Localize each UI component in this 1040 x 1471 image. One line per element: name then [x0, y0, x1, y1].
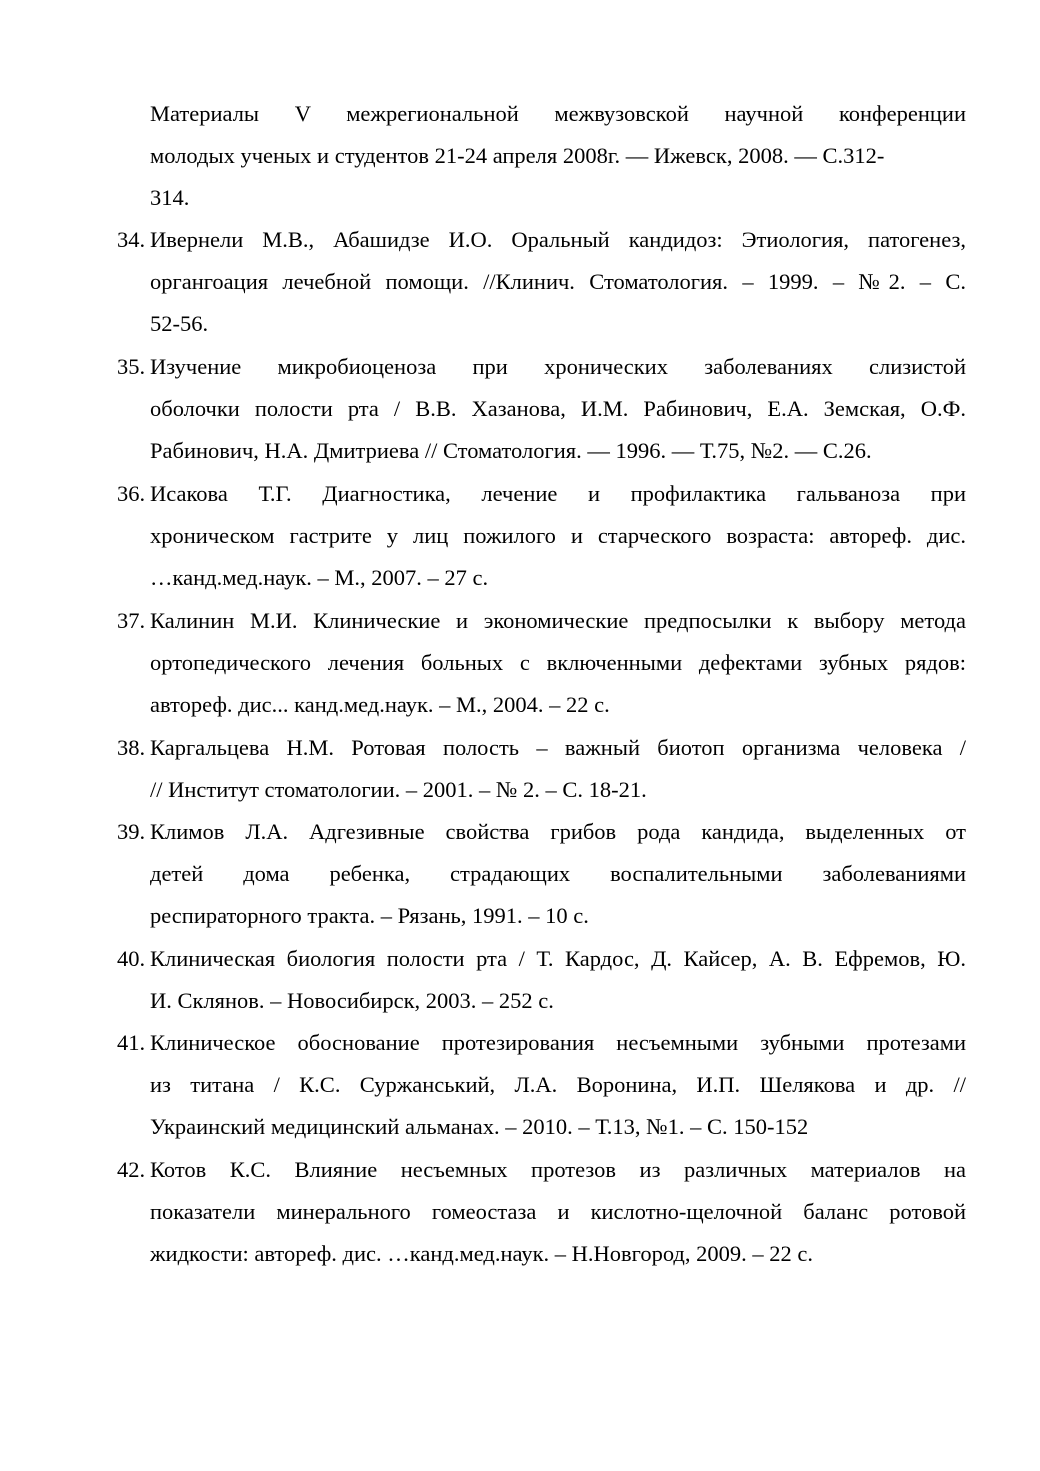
- reference-line: оболочки полости рта / В.В. Хазанова, И.М. Рабинович, Е.А. Земская, О.Ф.: [150, 396, 966, 421]
- reference-continuation-line: 314.: [150, 185, 190, 210]
- reference-line: И. Склянов. – Новосибирск, 2003. – 252 с.: [150, 988, 554, 1013]
- reference-number: 38.: [117, 735, 146, 760]
- reference-line: респираторного тракта. – Рязань, 1991. – 10 с.: [150, 903, 589, 928]
- reference-continuation-line: молодых ученых и студентов 21-24 апреля 2008г. — Ижевск, 2008. — С.312-: [150, 143, 885, 168]
- reference-line: Рабинович, Н.А. Дмитриева // Стоматология. — 1996. — Т.75, №2. — С.26.: [150, 438, 872, 463]
- reference-number: 36.: [117, 481, 146, 506]
- reference-line: // Институт стоматологии. – 2001. – № 2. – С. 18-21.: [150, 777, 647, 802]
- reference-line: Ивернели М.В., Абашидзе И.О. Оральный кандидоз: Этиология, патогенез,: [150, 227, 966, 252]
- reference-line: Исакова Т.Г. Диагностика, лечение и профилактика гальваноза при: [150, 481, 966, 506]
- reference-line: показатели минерального гомеостаза и кислотно-щелочной баланс ротовой: [150, 1199, 966, 1224]
- reference-line: Клиническое обоснование протезирования несъемными зубными протезами: [150, 1030, 966, 1055]
- reference-line: из титана / К.С. Суржанський, Л.А. Воронина, И.П. Шелякова и др. //: [150, 1072, 966, 1097]
- reference-line: Котов К.С. Влияние несъемных протезов из различных материалов на: [150, 1157, 966, 1182]
- reference-line: жидкости: автореф. дис. …канд.мед.наук. – Н.Новгород, 2009. – 22 с.: [150, 1241, 813, 1266]
- reference-line: органгоация лечебной помощи. //Клинич. Стоматология. – 1999. – №2. – С.: [150, 269, 966, 294]
- reference-line: Каргальцева Н.М. Ротовая полость – важный биотоп организма человека /: [150, 735, 966, 760]
- reference-number: 42.: [117, 1157, 146, 1182]
- reference-number: 34.: [117, 227, 146, 252]
- reference-line: 52-56.: [150, 311, 209, 336]
- reference-line: Клиническая биология полости рта / Т. Кардос, Д. Кайсер, А. В. Ефремов, Ю.: [150, 946, 966, 971]
- reference-continuation-line: Материалы V межрегиональной межвузовской научной конференции: [150, 101, 966, 126]
- reference-number: 39.: [117, 819, 146, 844]
- reference-number: 37.: [117, 608, 146, 633]
- reference-line: автореф. дис... канд.мед.наук. – М., 2004. – 22 с.: [150, 692, 610, 717]
- reference-line: …канд.мед.наук. – М., 2007. – 27 с.: [150, 565, 489, 590]
- reference-line: Украинский медицинский альманах. – 2010. – Т.13, №1. – С. 150-152: [150, 1114, 809, 1139]
- reference-line: Климов Л.А. Адгезивные свойства грибов рода кандида, выделенных от: [150, 819, 966, 844]
- reference-line: ортопедического лечения больных с включенными дефектами зубных рядов:: [150, 650, 966, 675]
- reference-line: Калинин М.И. Клинические и экономические предпосылки к выбору метода: [150, 608, 966, 633]
- reference-number: 35.: [117, 354, 146, 379]
- reference-number: 41.: [117, 1030, 146, 1055]
- reference-line: хроническом гастрите у лиц пожилого и старческого возраста: автореф. дис.: [150, 523, 966, 548]
- reference-number: 40.: [117, 946, 146, 971]
- reference-line: Изучение микробиоценоза при хронических заболеваниях слизистой: [150, 354, 966, 379]
- reference-line: детей дома ребенка, страдающих воспалительными заболеваниями: [150, 861, 966, 886]
